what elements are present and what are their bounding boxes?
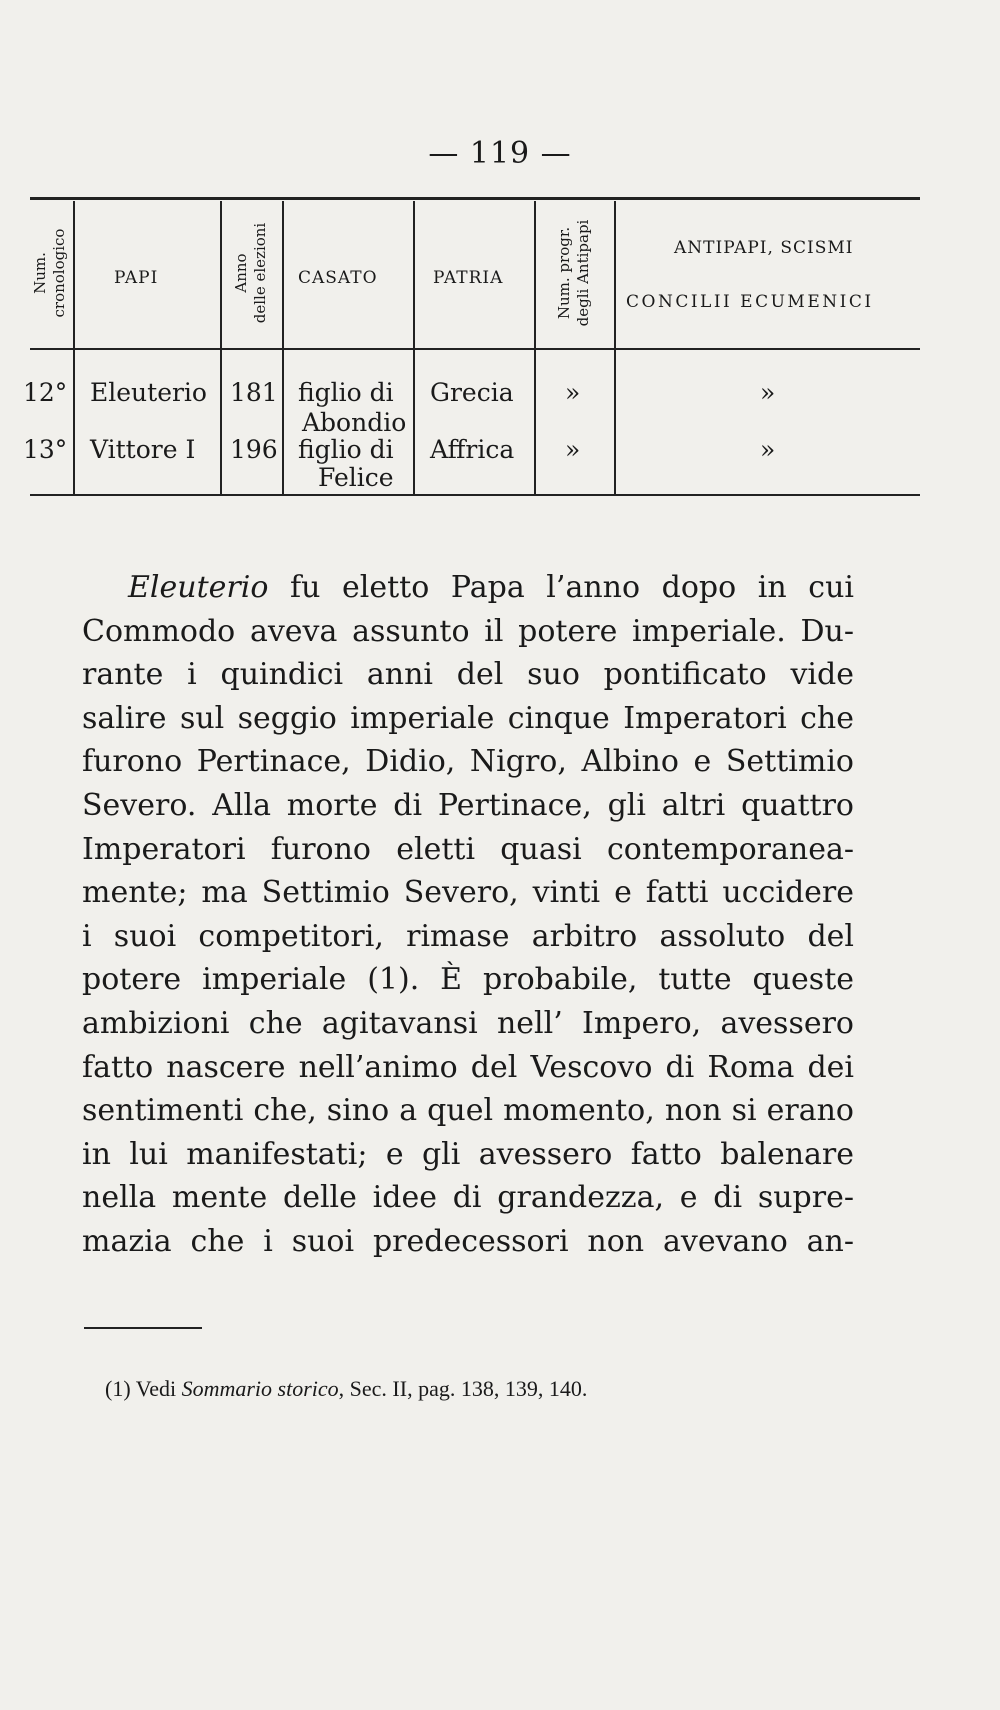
body-line: furono Pertinace, Didio, Nigro, Albino e Settimio [82,744,854,780]
header-num-cronologico: Num. cronologico [31,228,68,318]
column-divider [282,201,284,494]
body-paragraph [82,566,854,1264]
body-line: salire sul seggio imperiale cinque Imperatori che [82,700,854,736]
header-papi: PAPI [114,268,159,288]
row-casato: Abondio [302,408,407,437]
column-divider [614,201,616,494]
pope-name-italic: Eleuterio [128,570,269,605]
body-line: Eleuterio fu eletto Papa l’anno dopo in cui [128,570,854,605]
column-divider [534,201,536,494]
row-casato: Felice [318,463,394,492]
row-patria: Grecia [430,378,514,407]
body-line: sentimenti che, sino a quel momento, non si erano [82,1093,854,1129]
body-line: mente; ma Settimio Severo, vinti e fatti uccidere [82,875,854,911]
row-anno: 181 [230,378,278,407]
header-concilii: CONCILII ECUMENICI [626,292,874,312]
row-antipapi: » [760,378,776,407]
header-patria: PATRIA [433,268,504,288]
body-line: Imperatori furono eletti quasi contemporanea- [82,831,854,867]
footnote-rule [84,1327,202,1329]
body-line: Severo. Alla morte di Pertinace, gli altri quattro [82,787,854,823]
row-antipapi-num: » [565,378,581,407]
header-antipapi-num: Num. progr. degli Antipapi [555,219,592,327]
footnote: (1) Vedi Sommario storico, Sec. II, pag. 138, 139, 140. [105,1376,588,1401]
row-antipapi-num: » [565,435,581,464]
row-antipapi: » [760,435,776,464]
body-line: Commodo aveva assunto il potere imperiale. Du- [82,613,854,649]
column-divider [73,201,75,494]
table-top-rule [30,197,920,200]
body-line: nella mente delle idee di grandezza, e di supre- [82,1180,854,1216]
body-line: potere imperiale (1). È probabile, tutte queste [82,962,854,998]
header-anno: Anno delle elezioni [232,222,269,324]
column-divider [220,201,222,494]
header-casato: CASATO [298,268,378,288]
row-papa: Vittore I [90,435,196,464]
row-patria: Affrica [430,435,515,464]
body-line: fatto nascere nell’animo del Vescovo di Roma dei [82,1049,854,1085]
row-casato: figlio di [298,435,394,464]
page-number: — 119 — [428,136,572,171]
header-antipapi: ANTIPAPI, SCISMI [674,238,854,258]
row-papa: Eleuterio [90,378,207,407]
table-header-rule [30,348,920,350]
row-num: 12° [23,378,68,407]
footnote-title: Sommario storico [181,1376,339,1401]
row-casato: figlio di [298,378,394,407]
column-divider [413,201,415,494]
body-line: i suoi competitori, rimase arbitro assoluto del [82,918,854,954]
table-bottom-rule [30,494,920,496]
row-num: 13° [23,435,68,464]
body-line: in lui manifestati; e gli avessero fatto balenare [82,1136,854,1172]
body-line: mazia che i suoi predecessori non avevano an- [82,1223,854,1259]
body-line: rante i quindici anni del suo pontificato vide [82,657,854,693]
body-line: ambizioni che agitavansi nell’ Impero, avessero [82,1005,854,1041]
row-anno: 196 [230,435,278,464]
